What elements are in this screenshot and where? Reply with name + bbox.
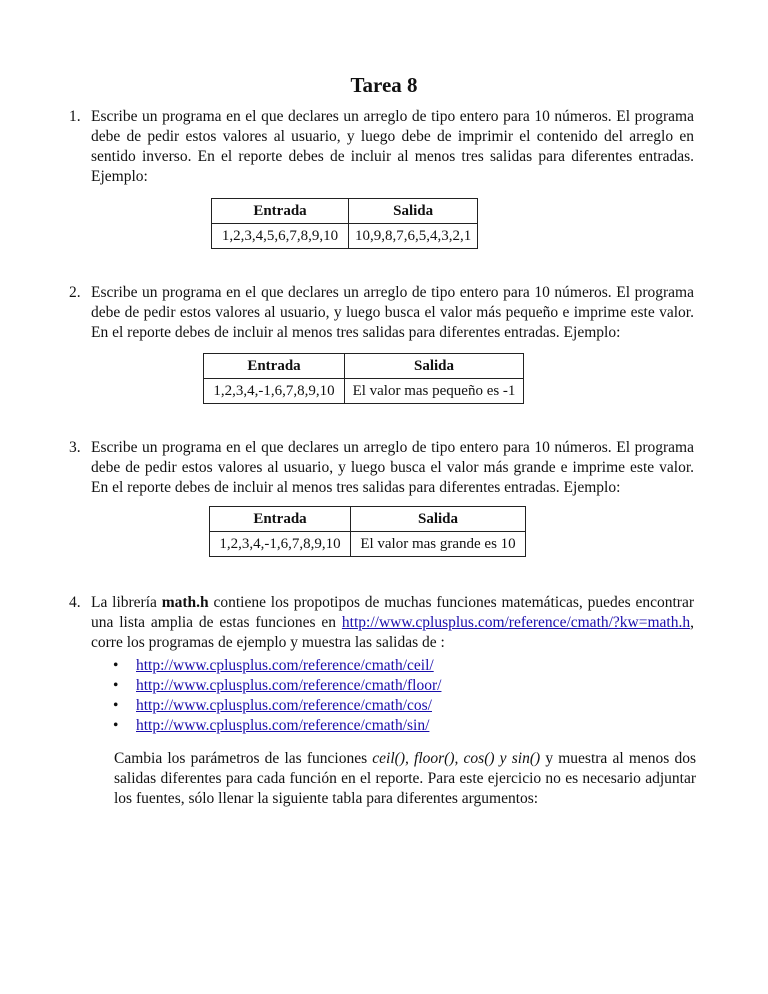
header-salida: Salida xyxy=(349,199,478,224)
cell-salida: El valor mas grande es 10 xyxy=(351,532,526,557)
link-cos[interactable]: http://www.cplusplus.com/reference/cmath/cos/ xyxy=(136,697,432,714)
library-name: math.h xyxy=(161,594,209,611)
bullet-icon: • xyxy=(113,697,119,714)
bullet-icon: • xyxy=(113,657,119,674)
exercise-text: Escribe un programa en el que declares un arreglo de tipo entero para 10 números. El programa debe de pedir estos valores al usuario, y luego debe de imprimir el contenido del arreglo en sentido inverso. En el reporte debes de incluir al menos tres salidas para diferentes entradas. Ejemplo: xyxy=(91,108,694,185)
bullet-icon: • xyxy=(113,677,119,694)
function-names: ceil(), floor(), cos() y sin() xyxy=(372,750,541,767)
exercise-text: Escribe un programa en el que declares un arreglo de tipo entero para 10 números. El programa debe de pedir estos valores al usuario, y luego busca el valor más pequeño e imprime este valor. En el reporte debes de incluir al menos tres salidas para diferentes entradas. Ejemplo: xyxy=(91,284,694,341)
list-item xyxy=(113,676,696,696)
exercise-text-c: , corre los programas de ejemplo y muestra las salidas de : xyxy=(91,614,694,651)
table-header-row xyxy=(210,507,526,532)
link-ceil[interactable]: http://www.cplusplus.com/reference/cmath/ceil/ xyxy=(136,657,434,674)
exercise-number: 1. xyxy=(69,108,81,125)
table-row xyxy=(212,224,478,249)
link-sin[interactable]: http://www.cplusplus.com/reference/cmath/sin/ xyxy=(136,717,430,734)
header-entrada: Entrada xyxy=(210,507,351,532)
closing-text-b: y muestra al menos dos salidas diferentes para cada función en el reporte. Para este ejercicio no es necesario adjuntar los fuentes, sólo llenar la siguiente tabla para diferentes argumentos: xyxy=(114,750,696,807)
cell-salida: El valor mas pequeño es -1 xyxy=(345,379,524,404)
cell-salida: 10,9,8,7,6,5,4,3,2,1 xyxy=(349,224,478,249)
exercise-number: 3. xyxy=(69,439,81,456)
exercise-2 xyxy=(69,283,694,343)
example-table-2 xyxy=(203,353,524,404)
exercise-3 xyxy=(69,438,694,498)
link-list xyxy=(113,656,696,736)
list-item xyxy=(113,656,696,676)
list-item xyxy=(113,696,696,716)
cell-entrada: 1,2,3,4,-1,6,7,8,9,10 xyxy=(210,532,351,557)
exercise-text-b: contiene los propotipos de muchas funciones matemáticas, puedes encontrar una lista amplia de estas funciones en xyxy=(91,594,694,631)
page-title: Tarea 8 xyxy=(350,73,418,97)
reference-link[interactable]: http://www.cplusplus.com/reference/cmath/?kw=math.h xyxy=(341,614,691,631)
example-table-3 xyxy=(209,506,526,557)
table-row xyxy=(210,532,526,557)
exercise-text-a: La librería xyxy=(91,594,162,611)
header-salida: Salida xyxy=(351,507,526,532)
closing-paragraph xyxy=(114,749,696,809)
header-entrada: Entrada xyxy=(212,199,349,224)
header-entrada: Entrada xyxy=(204,354,345,379)
table-row xyxy=(204,379,524,404)
header-salida: Salida xyxy=(345,354,524,379)
link-floor[interactable]: http://www.cplusplus.com/reference/cmath/floor/ xyxy=(136,677,442,694)
closing-text-a: Cambia los parámetros de las funciones xyxy=(114,750,373,767)
exercise-text: Escribe un programa en el que declares un arreglo de tipo entero para 10 números. El programa debe de pedir estos valores al usuario, y luego busca el valor más grande e imprime este valor. En el reporte debes de incluir al menos tres salidas para diferentes entradas. Ejemplo: xyxy=(91,439,694,496)
exercise-number: 4. xyxy=(69,594,81,611)
exercise-1 xyxy=(69,107,694,187)
example-table-1 xyxy=(211,198,478,249)
exercise-number: 2. xyxy=(69,284,81,301)
cell-entrada: 1,2,3,4,5,6,7,8,9,10 xyxy=(212,224,349,249)
list-item xyxy=(113,716,696,736)
exercise-4 xyxy=(69,593,694,653)
table-header-row xyxy=(212,199,478,224)
table-header-row xyxy=(204,354,524,379)
cell-entrada: 1,2,3,4,-1,6,7,8,9,10 xyxy=(204,379,345,404)
bullet-icon: • xyxy=(113,717,119,734)
